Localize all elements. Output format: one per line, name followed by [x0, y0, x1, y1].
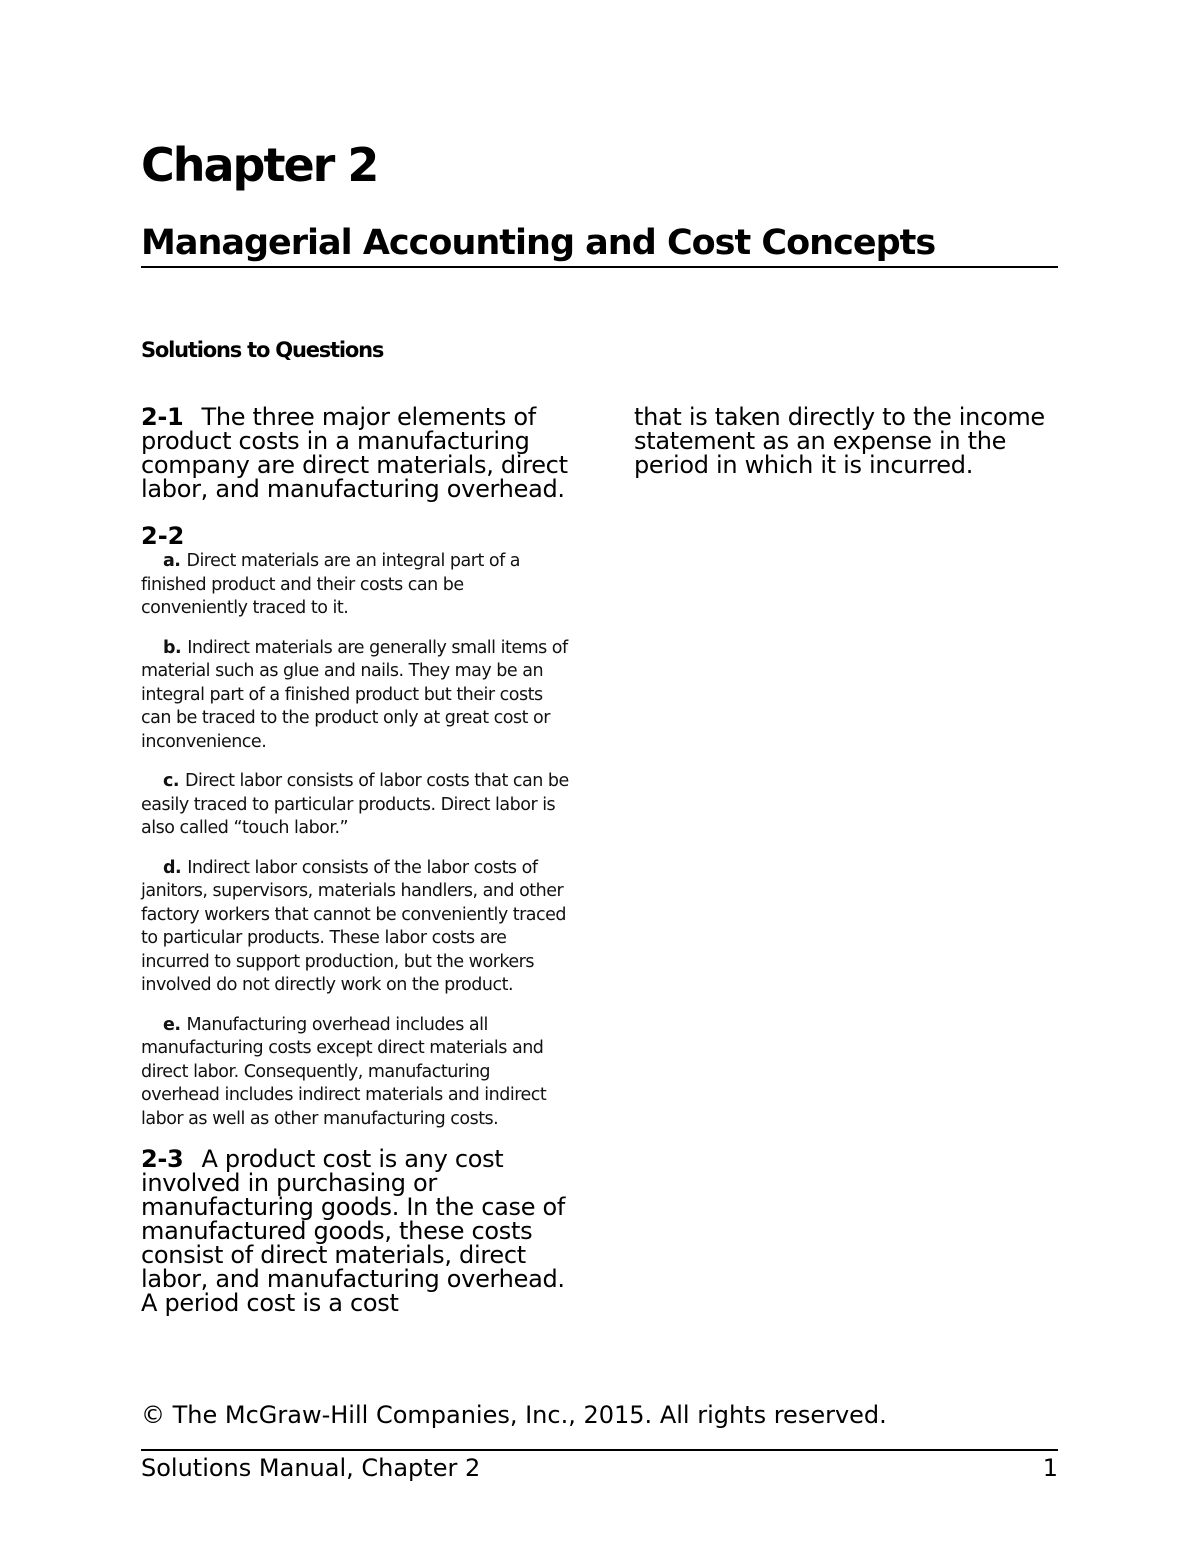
item-text: Manufacturing overhead includes all manufacturing costs except direct materials and direct labor. Consequently, manufacturing overhead includes indirect materials and indirect labor as well as other manufacturing costs. [141, 1014, 547, 1129]
answer-item-c [141, 770, 571, 841]
item-letter: d. [163, 857, 182, 878]
item-text: Direct labor consists of labor costs that can be easily traced to particular products. Direct labor is also called “touch labor.” [141, 771, 569, 838]
copyright-notice: © The McGraw-Hill Companies, Inc., 2015. All rights reserved. [141, 1401, 887, 1429]
question-2-3-continued: that is taken directly to the income statement as an expense in the period in which it is incurred. [634, 403, 1045, 479]
page-number: 1 [1042, 1454, 1058, 1482]
question-text: The three major elements of product costs in a manufacturing company are direct materials, direct labor, and manufacturing overhead. [141, 403, 568, 503]
chapter-subtitle: Managerial Accounting and Cost Concepts [141, 222, 1058, 268]
answer-item-e [141, 1014, 571, 1132]
question-text: A product cost is any cost involved in purchasing or manufacturing goods. In the case of manufactured goods, these costs consist of direct materials, direct labor, and manufacturing overhead. A period cost is a cost [141, 1145, 566, 1317]
item-text: Direct materials are an integral part of a finished product and their costs can be conveniently traced to it. [141, 551, 521, 618]
answer-item-a [141, 550, 571, 621]
answer-item-b [141, 637, 571, 755]
left-column [141, 405, 571, 1315]
page-footer [141, 1449, 1058, 1483]
right-column [634, 405, 1064, 477]
question-2-1 [141, 405, 571, 501]
footer-manual-title: Solutions Manual, Chapter 2 [141, 1454, 481, 1482]
question-2-2-number: 2-2 [141, 522, 185, 550]
item-text: Indirect materials are generally small items of material such as glue and nails. They may be an integral part of a finished product but their costs can be traced to the product only at great cost or inconvenience. [141, 637, 568, 752]
item-letter: c. [163, 771, 180, 791]
chapter-title: Chapter 2 [141, 138, 378, 192]
item-text: Indirect labor consists of the labor costs of janitors, supervisors, materials handlers, and other factory workers that cannot be conveniently traced to particular products. These labor costs are incurred to support production, but the workers involved do not directly work on the product. [141, 857, 567, 995]
item-letter: a. [163, 551, 181, 571]
question-number: 2-1 [141, 403, 184, 431]
section-heading: Solutions to Questions [141, 338, 384, 362]
question-2-3 [141, 1147, 571, 1315]
item-letter: e. [163, 1014, 181, 1035]
item-letter: b. [163, 637, 182, 658]
answer-item-d [141, 857, 571, 998]
question-number: 2-3 [141, 1145, 184, 1173]
